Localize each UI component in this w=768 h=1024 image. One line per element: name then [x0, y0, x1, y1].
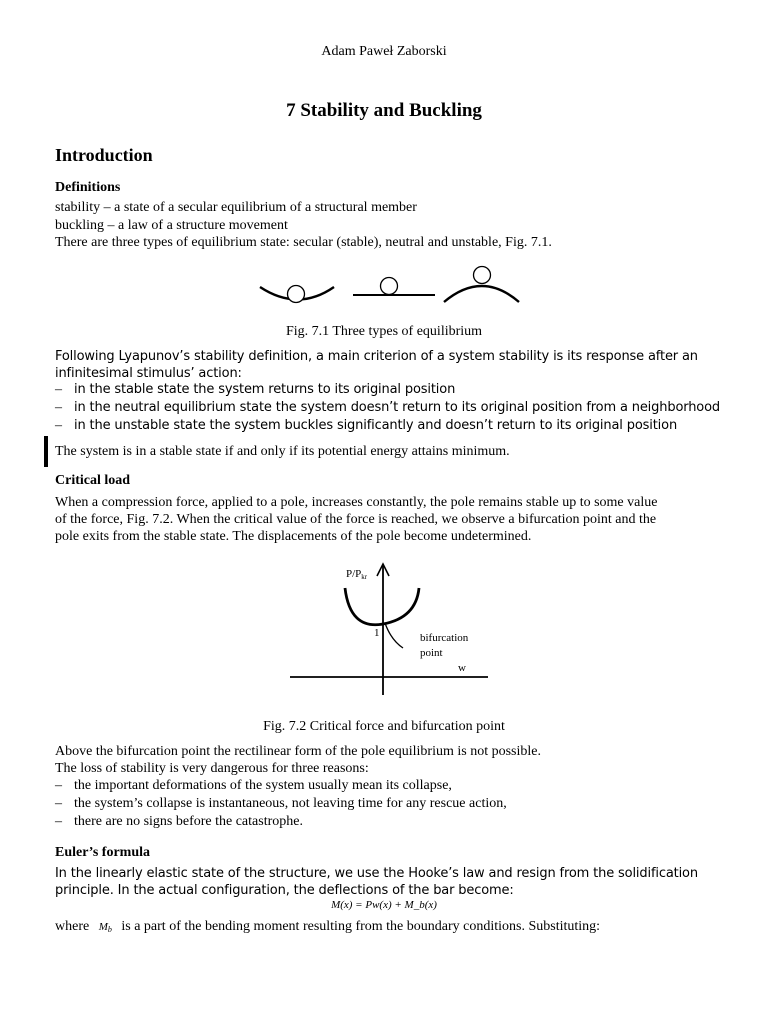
lyapunov-text-line-2: infinitesimal stimulus’ action: [55, 366, 242, 381]
critical-load-line-3: pole exits from the stable state. The displacements of the pole become undetermined. [55, 529, 532, 544]
bullet-text: in the stable state the system returns to its original position [74, 382, 456, 397]
definition-buckling: buckling – a law of a structure movement [55, 218, 288, 233]
stable-ball [288, 286, 305, 303]
euler-text-line-2: principle. In the actual configuration, the deflections of the bar become: [55, 883, 514, 898]
potential-energy-statement: The system is in a stable state if and only if its potential energy attains minimum. [55, 444, 510, 459]
figure-7-2-caption: Fig. 7.2 Critical force and bifurcation point [263, 719, 505, 734]
bifurcation-curve [345, 588, 419, 625]
bullet-dash: – [55, 796, 62, 811]
change-bar [44, 436, 48, 467]
critical-load-line-2: of the force, Fig. 7.2. When the critical value of the force is reached, we observe a bifurcation point and the [55, 512, 657, 527]
definition-stability: stability – a state of a secular equilibrium of a structural member [55, 200, 417, 215]
list-item [55, 814, 303, 830]
where-subscript: b [107, 925, 112, 934]
figure-7-1-caption: Fig. 7.1 Three types of equilibrium [285, 324, 483, 339]
list-item [55, 778, 452, 794]
subheading-euler-formula: Euler’s formula [55, 845, 150, 860]
unstable-ball [474, 267, 491, 284]
bullet-dash: – [55, 778, 62, 793]
bullet-dash: – [55, 418, 62, 433]
list-item [55, 400, 720, 416]
unstable-hill [444, 286, 519, 302]
where-line [55, 918, 600, 938]
figure-equilibrium-types [250, 262, 530, 312]
list-item [55, 796, 507, 812]
bifurcation-label-2: point [420, 647, 443, 659]
unit-one-label: 1 [374, 627, 380, 639]
bullet-text: in the unstable state the system buckles significantly and doesn’t return to its original position [74, 418, 678, 433]
figure-bifurcation [285, 560, 495, 700]
section-heading-introduction: Introduction [55, 145, 153, 165]
bifurcation-label-1: bifurcation [420, 632, 469, 644]
bullet-text: the system’s collapse is instantaneous, not leaving time for any rescue action, [74, 796, 507, 811]
bullet-dash: – [55, 400, 62, 415]
bullet-dash: – [55, 814, 62, 829]
list-item [55, 418, 677, 434]
bifurcation-text-line-2: The loss of stability is very dangerous for three reasons: [55, 761, 369, 776]
critical-load-line-1: When a compression force, applied to a pole, increases constantly, the pole remains stable up to some value [55, 495, 658, 510]
subheading-critical-load: Critical load [55, 473, 131, 488]
bullet-text: the important deformations of the system usually mean its collapse, [74, 778, 452, 793]
bullet-dash: – [55, 382, 62, 397]
chapter-title: 7 Stability and Buckling [286, 100, 482, 121]
where-prefix: where [55, 919, 90, 934]
where-symbol: M [98, 921, 108, 933]
moment-formula: M(x) = Pw(x) + M_b(x) [331, 899, 437, 911]
bifurcation-text-line-1: Above the bifurcation point the rectilinear form of the pole equilibrium is not possible. [55, 744, 541, 759]
lyapunov-text-line-1: Following Lyapunov’s stability definition, a main criterion of a system stability is its response after an [55, 349, 698, 364]
bullet-text: in the neutral equilibrium state the system doesn’t return to its original position from a neighborhood [74, 400, 721, 415]
subheading-definitions: Definitions [55, 180, 121, 195]
list-item [55, 382, 455, 398]
x-axis-label: w [458, 662, 466, 674]
equilibrium-types-sentence: There are three types of equilibrium state: secular (stable), neutral and unstable, Fig. 7.1. [55, 235, 552, 250]
neutral-ball [381, 278, 398, 295]
where-suffix: is a part of the bending moment resulting from the boundary conditions. Substituting: [121, 919, 601, 934]
bifurcation-pointer [385, 623, 403, 648]
euler-text-line-1: In the linearly elastic state of the structure, we use the Hooke’s law and resign from the solidification [55, 866, 698, 881]
y-axis-label: P/Pkr [346, 568, 368, 581]
page-header-author: Adam Paweł Zaborski [321, 44, 447, 59]
bullet-text: there are no signs before the catastrophe. [74, 814, 303, 829]
